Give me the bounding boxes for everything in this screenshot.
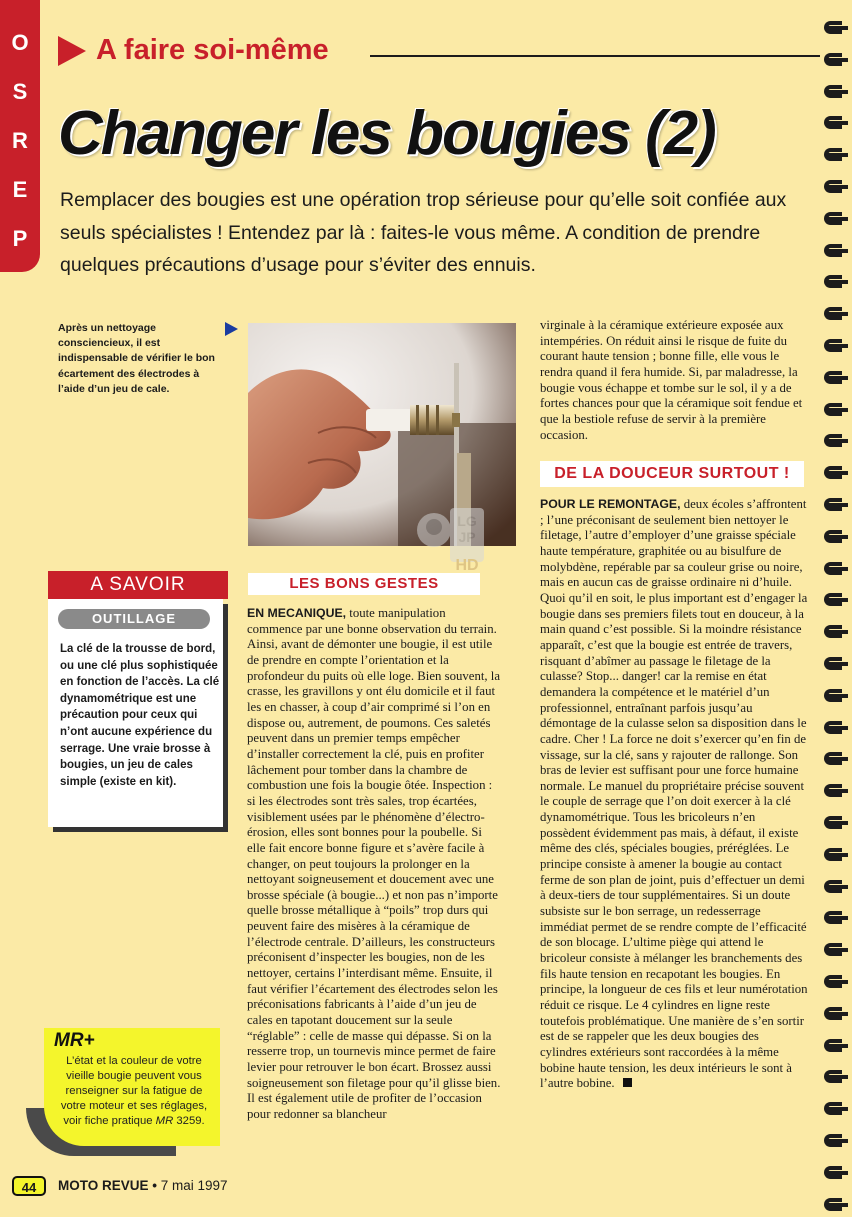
binder-ring-icon [824,177,848,197]
binder-ring-icon [824,82,848,102]
binder-ring-icon [824,241,848,261]
binder-ring-icon [824,845,848,865]
page-number: 44 [12,1176,46,1196]
article-title: Changer les bougies (2) [58,99,715,168]
section-arrow-icon [58,36,86,66]
bons-gestes-body: toute manipulation commence par une bonne observation du terrain. Ainsi, avant de démonter une bougie, il est utile de prendre en compte l’orientation et la profondeur du puits où elle loge. Bien souvent, la crasse, les gravillons y ont élu domicile et il faut les en chasser, à coup d’air comprimé si l’on en dispose ou, autrement, de poumons. Ces saletés peuvent dans un premier temps empêcher d’installer correctement la clé, puis en profiter lâchement pour tomber dans la chambre de combustion une fois la bougie ôtée. Inspection : si les électrodes sont très sales, trop écartées, visiblement usées par le phénomène d’électro-érosion, elles sont bonnes pour la poubelle. Si elle fait encore bonne figure et s’avère facile à changer, on peut toujours la prolonger en la nettoyant soigneusement et doucement avec une brosse spéciale (à bougie...) et non pas n’importe quelle brosse métallique à “poils” trop durs qui peuvent faire des misères à la céramique de l’électrode centrale. D’ailleurs, les constructeurs préconisent d’inspecter les bougies, non de les nettoyer, certains l’interdisant même. Ensuite, il faut vérifier l’écartement des électrodes selon les préconisations fabricants à l’aide d’un jeu de cales en tapotant doucement sur la seule “réglable” : celle de masse qui dépasse. Si on la resserre trop, un tournevis mince permet de faire levier pour retrouver le bon écart. Brossez aussi soigneusement son filetage pour qu’il glisse bien. Il est également utile de profiter de l’occasion pour redonner sa blancheur [247,606,501,1121]
a-savoir-heading: A SAVOIR [48,571,228,599]
binder-ring-icon [824,1004,848,1024]
tab-letter: O [11,30,29,55]
binder-ring-icon [824,145,848,165]
watermark-logo [412,500,492,576]
bons-gestes-column [247,606,503,1123]
binder-ring-icon [824,718,848,738]
binder-ring-icon [824,749,848,769]
header-rule [370,55,820,57]
binder-ring-icon [824,431,848,451]
binder-ring-icon [824,400,848,420]
mr-plus-logo: MR+ [54,1030,95,1051]
mr-plus-note [44,1028,220,1146]
binder-ring-icon [824,50,848,70]
douceur-heading: DE LA DOUCEUR SURTOUT ! [540,461,804,487]
outillage-label: OUTILLAGE [58,609,210,629]
photo-caption: Après un nettoyage consciencieux, il est indispensable de vérifier le bon écartement des électrodes à l’aide d’un jeu de cale. [58,322,215,395]
binder-ring-icon [824,527,848,547]
outillage-text: La clé de la trousse de bord, ou une clé plus sophistiquée en fonction de l’accès. La clé dynamométrique est une précaution pour ceux qui n’ont aucune expérience du serrage. Une vraie brosse à bougies, un jeu de cales simple (existe en kit). [60,643,220,788]
binder-ring-icon [824,908,848,928]
binder-ring-icon [824,209,848,229]
watermark-icon [412,500,492,576]
tab-letter: S [12,79,28,104]
section-label: A faire soi-même [96,34,329,66]
binder-ring-icon [824,813,848,833]
section-tab [0,0,40,272]
binder-ring-icon [824,877,848,897]
column3-top-text: virginale à la céramique extérieure exposée aux intempéries. On réduit ainsi le risque de fuite du courant haute tension ; bonne fille, elle vous le rendra quand il fera humide. Si, par maladresse, la bougie vous échappe et tombe sur le sol, il y a de fortes chances pour que la céramique soit fendue et que la bestiole refuse de servir à la première occasion. [540,318,803,442]
binder-ring-icon [824,559,848,579]
binder-ring-icon [824,1195,848,1215]
tab-letter: E [12,177,28,202]
binder-ring-icon [824,495,848,515]
mr-plus-text: L’état et la couleur de votre vieille bougie peuvent vous renseigner sur la fatigue de votre moteur et ses réglages, voir fiche pratique MR 3259. [60,1055,208,1127]
binder-ring-icon [824,1163,848,1183]
binder-ring-icon [824,1036,848,1056]
footer-date: 7 mai 1997 [160,1178,228,1193]
footer-publication: MOTO REVUE • 7 mai 1997 [58,1178,228,1193]
binder-ring-icon [824,336,848,356]
binder-ring-icon [824,1067,848,1087]
douceur-body: deux écoles s’affrontent ; l’une préconisant de seulement bien nettoyer le filetage, l’autre d’employer d’une graisse spéciale haute température, graphitée ou au bisulfure de molybdène, repérable par sa couleur grise ou noire, mais en aucun cas de graisse ordinaire ni d’huile. Quoi qu’il en soit, le plus important est d’engager la bougie dans ses premiers filets tout en douceur, à la main quand c’est possible. Si la moindre résistance apparaît, c’est que la bougie est entrée de travers, risquant d’abîmer au passage le filetage de la culasse? Stop... danger! car la remise en état demandera la compétence et le matériel d’un professionnel, entraînant parfois jusqu’au démontage de la culasse selon sa disposition dans le cadre. Cher ! La force ne doit s’exercer qu’en fin de vissage, sur la clé, sans y rajouter de rallonge. Son bras de levier est suffisant pour une force humaine normale. Le manuel du propriétaire précise souvent le couple de serrage que l’on doit exercer à la clé dynamométrique. Tous les bricoleurs n’en possèdent évidemment pas mais, à défaut, il existe même des clés, spéciales bougies, préréglées. Le principe consiste à amener la bougie au contact ferme de son plan de joint, puis d’effectuer un demi à deux-tiers de tour supplémentaires. Si un doute subsiste sur le bon serrage, un redesserrage immédiat permet de se rendre compte de l’efficacité de son blocage. L’ultime piège qui attend le bricoleur consiste à mélanger les branchements des fils haute tension en recapotant les bougies. En principe, la longueur de ces fils et leur numérotation réduit ce risque. Le 4 cylindres en ligne reste toutefois problématique. Une manière de s’en sortir est de se rappeler que les deux bougies des cylindres extérieurs sont raccordées à la même bobine haute tension, les deux intérieurs le sont à l’autre bobine. [540,497,808,1091]
binder-ring-icon [824,304,848,324]
binder-ring-icon [824,463,848,483]
binder-rings [818,18,852,1217]
svg-text:HD: HD [455,557,479,574]
bons-gestes-lead: EN MECANIQUE, [247,606,347,620]
svg-text:LG: LG [457,513,477,529]
tab-letter: R [12,128,28,153]
svg-text:JP: JP [458,529,476,545]
tab-letter: P [12,226,28,251]
bons-gestes-heading: LES BONS GESTES [248,573,480,595]
binder-ring-icon [824,1099,848,1119]
a-savoir-box [48,599,223,827]
binder-ring-icon [824,18,848,38]
binder-ring-icon [824,590,848,610]
binder-ring-icon [824,1131,848,1151]
binder-ring-icon [824,654,848,674]
douceur-column [540,497,808,1092]
binder-ring-icon [824,622,848,642]
binder-ring-icon [824,368,848,388]
binder-ring-icon [824,272,848,292]
end-mark-icon [623,1078,632,1087]
binder-ring-icon [824,781,848,801]
binder-ring-icon [824,686,848,706]
douceur-lead: POUR LE REMONTAGE, [540,497,681,511]
binder-ring-icon [824,113,848,133]
binder-ring-icon [824,940,848,960]
binder-ring-icon [824,972,848,992]
article-lede: Remplacer des bougies est une opération trop sérieuse pour qu’elle soit confiée aux seuls spécialistes ! Entendez par là : faites-le vous même. A condition de prendre quelques précautions d’usage pour s’éviter des ennuis. [60,189,787,276]
caption-arrow-icon [225,322,238,336]
